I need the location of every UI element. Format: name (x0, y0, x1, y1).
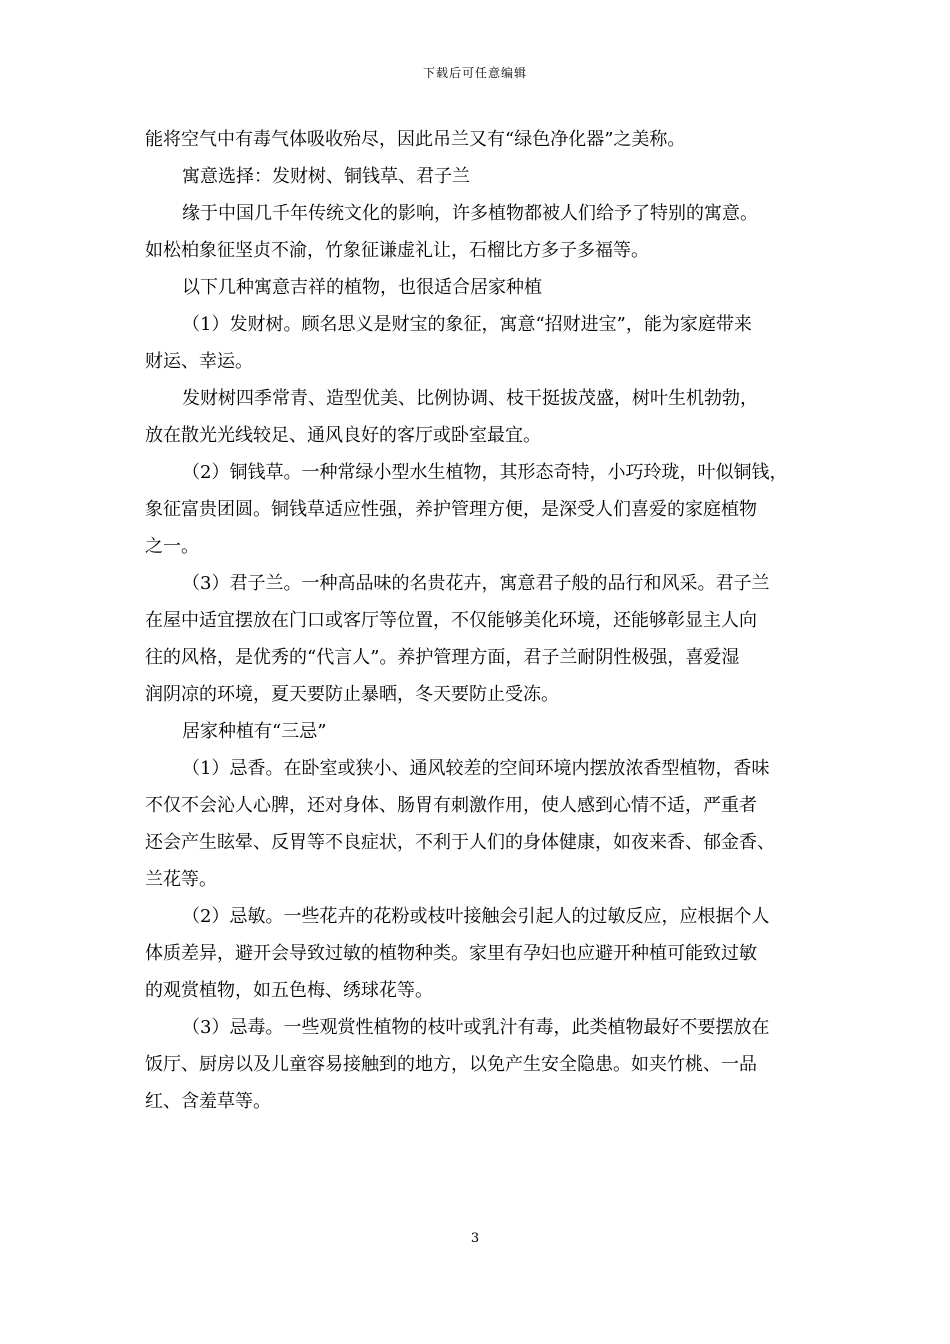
paragraph-line: 的观赏植物，如五色梅、绣球花等。 (145, 980, 433, 1001)
paragraph-line: 兰花等。 (145, 869, 217, 890)
paragraph-line: 缘于中国几千年传统文化的影响，许多植物都被人们给予了特别的寓意。 (182, 203, 758, 224)
list-item-line: （1）忌香。在卧室或狭小、通风较差的空间环境内摆放浓香型植物，香味 (182, 758, 770, 779)
paragraph-line: 在屋中适宜摆放在门口或客厅等位置，不仅能够美化环境，还能够彰显主人向 (145, 610, 757, 631)
list-item-line: （2）铜钱草。一种常绿小型水生植物，其形态奇特，小巧玲珑，叶似铜钱， (182, 462, 788, 483)
page-number: 3 (470, 1231, 480, 1246)
paragraph-line: 之一。 (145, 536, 199, 557)
paragraph-line: 往的风格，是优秀的“代言人”。养护管理方面，君子兰耐阴性极强，喜爱湿 (145, 647, 740, 668)
paragraph-line: 财运、幸运。 (145, 351, 253, 372)
list-item-line: （2）忌敏。一些花卉的花粉或枝叶接触会引起人的过敏反应，应根据个人 (182, 906, 770, 927)
section-heading: 寓意选择：发财树、铜钱草、君子兰 (182, 166, 470, 187)
list-item-line: （1）发财树。顾名思义是财宝的象征，寓意“招财进宝”，能为家庭带来 (182, 314, 752, 335)
page-header: 下载后可任意编辑 (422, 66, 527, 80)
list-item-line: （3）忌毒。一些观赏性植物的枝叶或乳汁有毒，此类植物最好不要摆放在 (182, 1017, 770, 1038)
paragraph-line: 象征富贵团圆。铜钱草适应性强，养护管理方便，是深受人们喜爱的家庭植物 (145, 499, 757, 520)
section-heading: 居家种植有“三忌” (182, 721, 327, 742)
paragraph-line: 以下几种寓意吉祥的植物，也很适合居家种植 (182, 277, 542, 298)
paragraph-line: 放在散光光线较足、通风良好的客厅或卧室最宜。 (145, 425, 541, 446)
paragraph-line: 体质差异，避开会导致过敏的植物种类。家里有孕妇也应避开种植可能致过敏 (145, 943, 757, 964)
list-item-line: （3）君子兰。一种高品味的名贵花卉，寓意君子般的品行和风采。君子兰 (182, 573, 770, 594)
paragraph-line: 还会产生眩晕、反胃等不良症状，不利于人们的身体健康，如夜来香、郁金香、 (145, 832, 775, 853)
paragraph-line: 发财树四季常青、造型优美、比例协调、枝干挺拔茂盛，树叶生机勃勃， (182, 388, 758, 409)
paragraph-line: 红、含羞草等。 (145, 1091, 271, 1112)
document-body (145, 121, 805, 1120)
paragraph-line: 饭厅、厨房以及儿童容易接触到的地方，以免产生安全隐患。如夹竹桃、一品 (145, 1054, 757, 1075)
paragraph-line: 能将空气中有毒气体吸收殆尽，因此吊兰又有“绿色净化器”之美称。 (145, 129, 686, 150)
paragraph-line: 如松柏象征坚贞不渝，竹象征谦虚礼让，石榴比方多子多福等。 (145, 240, 649, 261)
paragraph-line: 润阴凉的环境，夏天要防止暴晒，冬天要防止受冻。 (145, 684, 559, 705)
paragraph-line: 不仅不会沁人心脾，还对身体、肠胃有刺激作用，使人感到心情不适，严重者 (145, 795, 757, 816)
